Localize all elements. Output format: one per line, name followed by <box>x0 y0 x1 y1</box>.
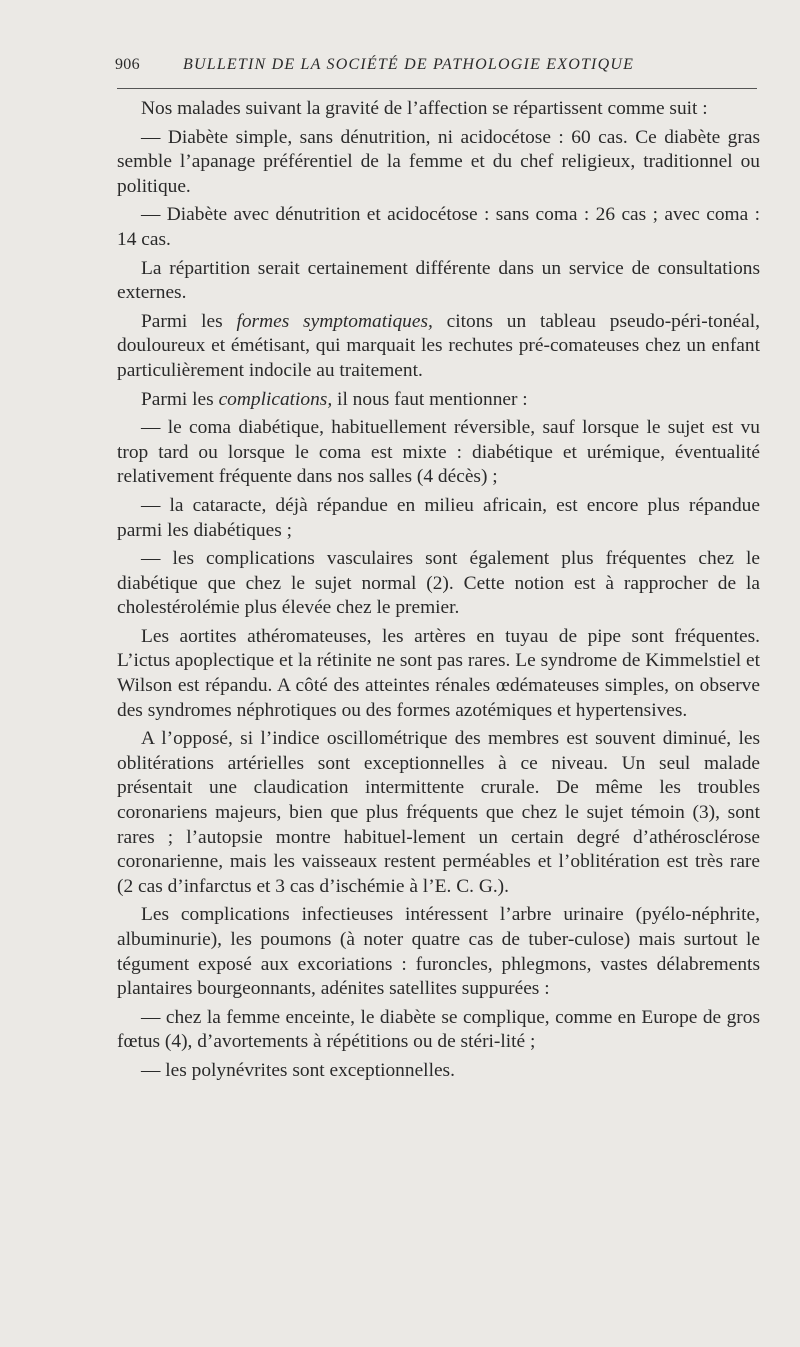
paragraph: — Diabète avec dénutrition et acidocétose : sans coma : 26 cas ; avec coma : 14 cas. <box>117 204 760 250</box>
paragraph: La répartition serait certainement différente dans un service de consultations externes. <box>117 257 760 304</box>
page-header <box>117 56 760 78</box>
paragraph: — la cataracte, déjà répandue en milieu africain, est encore plus répandue parmi les diabétiques ; <box>117 494 760 541</box>
paragraph: — le coma diabétique, habituellement réversible, sauf lorsque le sujet est vu trop tard ou lorsque le coma est mixte : diabétique et urémique, éventualité relativement fréquente dans nos salles (4 décès) ; <box>117 417 760 488</box>
paragraph: — les polynévrites sont exceptionnelles. <box>141 1059 455 1081</box>
paragraph: Les aortites athéromateuses, les artères en tuyau de pipe sont fréquentes. L’ictus apoplectique et la rétinite ne sont pas rares. Le syndrome de Kimmelstiel et Wilson est répandu. A côté des atteintes rénales œdémateuses simples, on observe des syndromes néphrotiques ou des formes azotémiques et hypertensives. <box>117 625 760 721</box>
header-rule <box>117 88 757 89</box>
emphasis: formes symptomatiques, <box>236 310 433 332</box>
paragraph-rest: il nous faut mentionner : <box>332 388 528 410</box>
running-title: BULLETIN DE LA SOCIÉTÉ DE PATHOLOGIE EXOTIQUE <box>183 56 635 73</box>
paragraph <box>117 310 760 384</box>
page-number: 906 <box>115 56 140 73</box>
paragraph: A l’opposé, si l’indice oscillométrique des membres est souvent diminué, les oblitérations artérielles sont exceptionnelles à ce niveau. Un seul malade présentait une claudication intermittente crurale. De même les troubles coronariens majeurs, bien que plus fréquents que chez le sujet témoin (3), sont rares ; l’autopsie montre habituel-lement un certain degré d’athérosclérose coronarienne, mais les vaisseaux restent perméables et l’oblitération est très rare (2 cas d’infarctus et 3 cas d’ischémie à l’E. C. G.). <box>117 728 760 897</box>
paragraph: — Diabète simple, sans dénutrition, ni acidocétose : 60 cas. Ce diabète gras semble l’apanage préférentiel de la femme et du chef religieux, traditionnel ou politique. <box>117 126 760 197</box>
paragraph-lead: Parmi les <box>141 388 219 410</box>
paragraph: — les complications vasculaires sont également plus fréquentes chez le diabétique que chez le sujet normal (2). Cette notion est à rapprocher de la cholestérolémie plus élevée chez le premier. <box>117 548 760 619</box>
paragraph: Nos malades suivant la gravité de l’affection se répartissent comme suit : <box>141 98 708 119</box>
paragraph: — chez la femme enceinte, le diabète se complique, comme en Europe de gros fœtus (4), d’avortements à répétitions ou de stéri-lité ; <box>117 1006 760 1053</box>
paragraph <box>117 388 760 413</box>
paragraph: Les complications infectieuses intéressent l’arbre urinaire (pyélo-néphrite, albuminurie), les poumons (à noter quatre cas de tuber-culose) mais surtout le tégument exposé aux excoriations : furoncles, phlegmons, vastes délabrements plantaires bourgeonnants, adénites satellites suppurées : <box>117 904 760 1000</box>
paragraph-lead: Parmi les <box>141 310 237 332</box>
paragraph-rest: citons un tableau pseudo-péri-tonéal, douloureux et émétisant, qui marquait les rechutes pré-comateuses chez un enfant particulièrement indocile au traitement. <box>117 310 760 381</box>
body-text <box>117 97 760 1084</box>
emphasis: complications, <box>218 388 333 410</box>
